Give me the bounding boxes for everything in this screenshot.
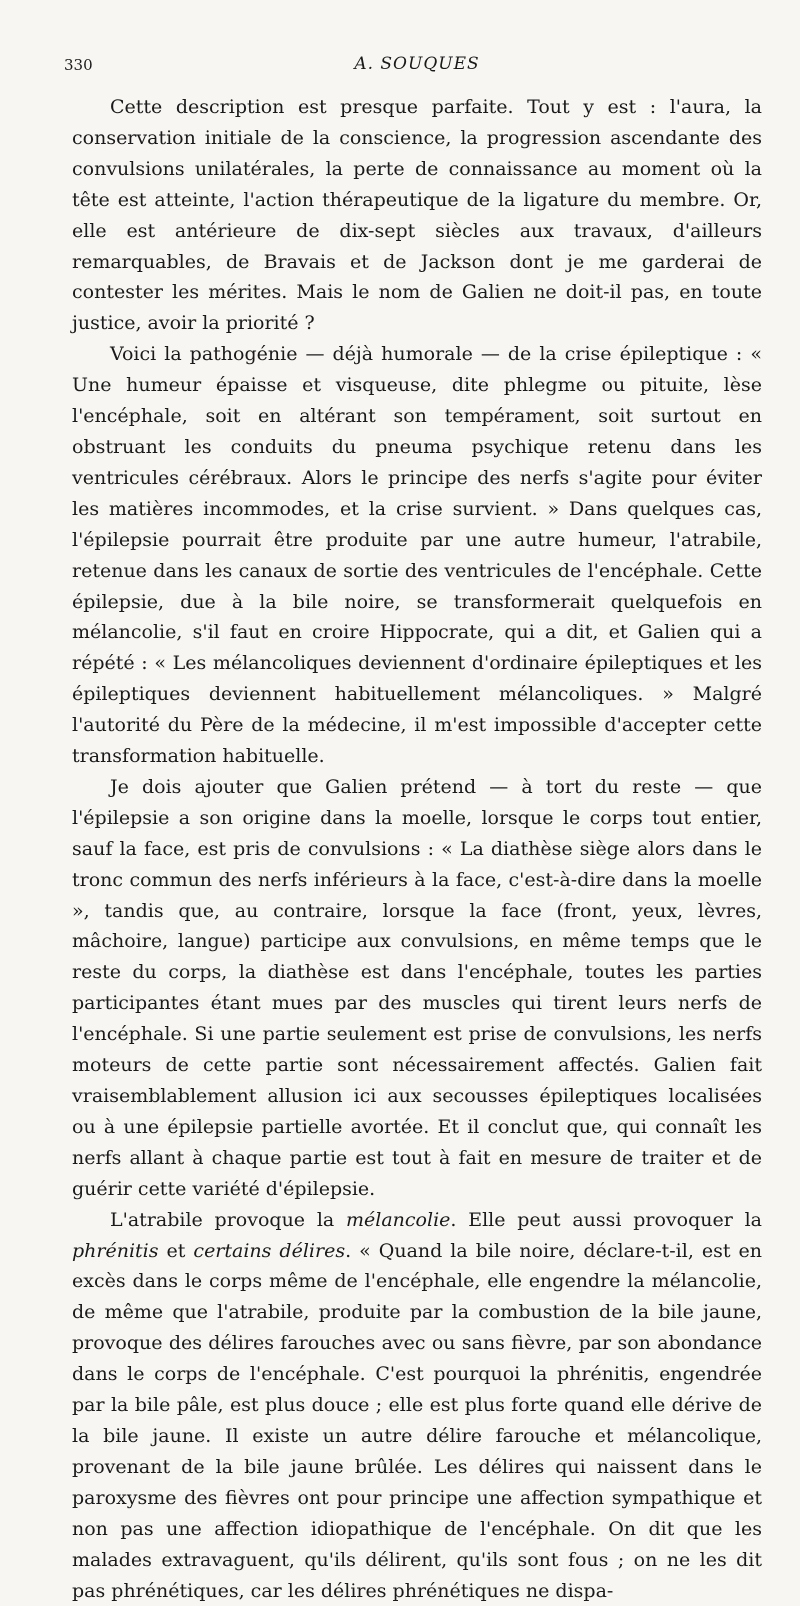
running-title: A. SOUQUES: [354, 54, 480, 74]
term-phrenitis: phrénitis: [72, 1239, 159, 1262]
page-number: 330: [64, 56, 93, 74]
paragraph-4-part-b: . Elle peut aussi provoquer la: [450, 1208, 763, 1231]
term-melancolie: mélancolie: [346, 1208, 451, 1231]
paragraph-4-part-c: et: [158, 1239, 194, 1262]
paragraph-4-part-a: L'atrabile provoque la: [110, 1208, 347, 1231]
term-certains-delires: certains délires: [193, 1239, 346, 1262]
running-header: [64, 52, 762, 82]
paragraph-1: Cette description est presque parfaite. Tout y est : l'aura, la conservation initiale de la conscience, la progression ascendante des convulsions unilatérales, la perte de connaissance au moment où la tête est atteinte, l'action thérapeutique de la ligature du membre. Or, elle est antérieure de dix-sept siècles aux travaux, d'ailleurs remarquables, de Bravais et de Jackson dont je me garderai de contester les mérites. Mais le nom de Galien ne doit-il pas, en toute justice, avoir la priorité ?: [72, 96, 762, 335]
paragraph-2: Voici la pathogénie — déjà humorale — de la crise épileptique : « Une humeur épaisse et visqueuse, dite phlegme ou pituite, lèse l'encéphale, soit en altérant son tempérament, soit surtout en obstruant les conduits du pneuma psychique retenu dans les ventricules cérébraux. Alors le principe des nerfs s'agite pour éviter les matières incommodes, et la crise survient. » Dans quelques cas, l'épilepsie pourrait être produite par une autre humeur, l'atrabile, retenue dans les canaux de sortie des ventricules de l'encéphale. Cette épilepsie, due à la bile noire, se transformerait quelquefois en mélancolie, s'il faut en croire Hippocrate, qui a dit, et Galien qui a répété : « Les mélancoliques deviennent d'ordinaire épileptiques et les épileptiques deviennent habituellement mélancoliques. » Malgré l'autorité du Père de la médecine, il m'est impossible d'accepter cette transformation habituelle.: [72, 343, 762, 768]
paragraph-4: [72, 1205, 762, 1606]
paragraph-4-part-d: . « Quand la bile noire, déclare-t-il, est en excès dans le corps même de l'encéphale, elle engendre la mélancolie, de même que l'atrabile, produite par la combustion de la bile jaune, provoque des délires farouches avec ou sans fièvre, par son abondance dans le corps de l'encéphale. C'est pourquoi la phrénitis, engendrée par la bile pâle, est plus douce ; elle est plus forte quand elle dérive de la bile jaune. Il existe un autre délire farouche et mélancolique, provenant de la bile jaune brûlée. Les délires qui naissent dans le paroxysme des fièvres ont pour principe une affection sympathique et non pas une affection idiopathique de l'encéphale. On dit que les malades extravaguent, qu'ils délirent, qu'ils sont fous ; on ne les dit pas phrénétiques, car les délires phrénétiques ne dispa-: [72, 1239, 763, 1602]
body-text: [72, 92, 762, 1606]
paragraph-3: Je dois ajouter que Galien prétend — à tort du reste — que l'épilepsie a son origine dans la moelle, lorsque le corps tout entier, sauf la face, est pris de convulsions : « La diathèse siège alors dans le tronc commun des nerfs inférieurs à la face, c'est-à-dire dans la moelle », tandis que, au contraire, lorsque la face (front, yeux, lèvres, mâchoire, langue) participe aux convulsions, en même temps que le reste du corps, la diathèse est dans l'encéphale, toutes les parties participantes étant mues par des muscles qui tirent leurs nerfs de l'encéphale. Si une partie seulement est prise de convulsions, les nerfs moteurs de cette partie sont nécessairement affectés. Galien fait vraisemblablement allusion ici aux secousses épileptiques localisées ou à une épilepsie partielle avortée. Et il conclut que, qui connaît les nerfs allant à chaque partie est tout à fait en mesure de traiter et de guérir cette variété d'épilepsie.: [72, 775, 762, 1200]
